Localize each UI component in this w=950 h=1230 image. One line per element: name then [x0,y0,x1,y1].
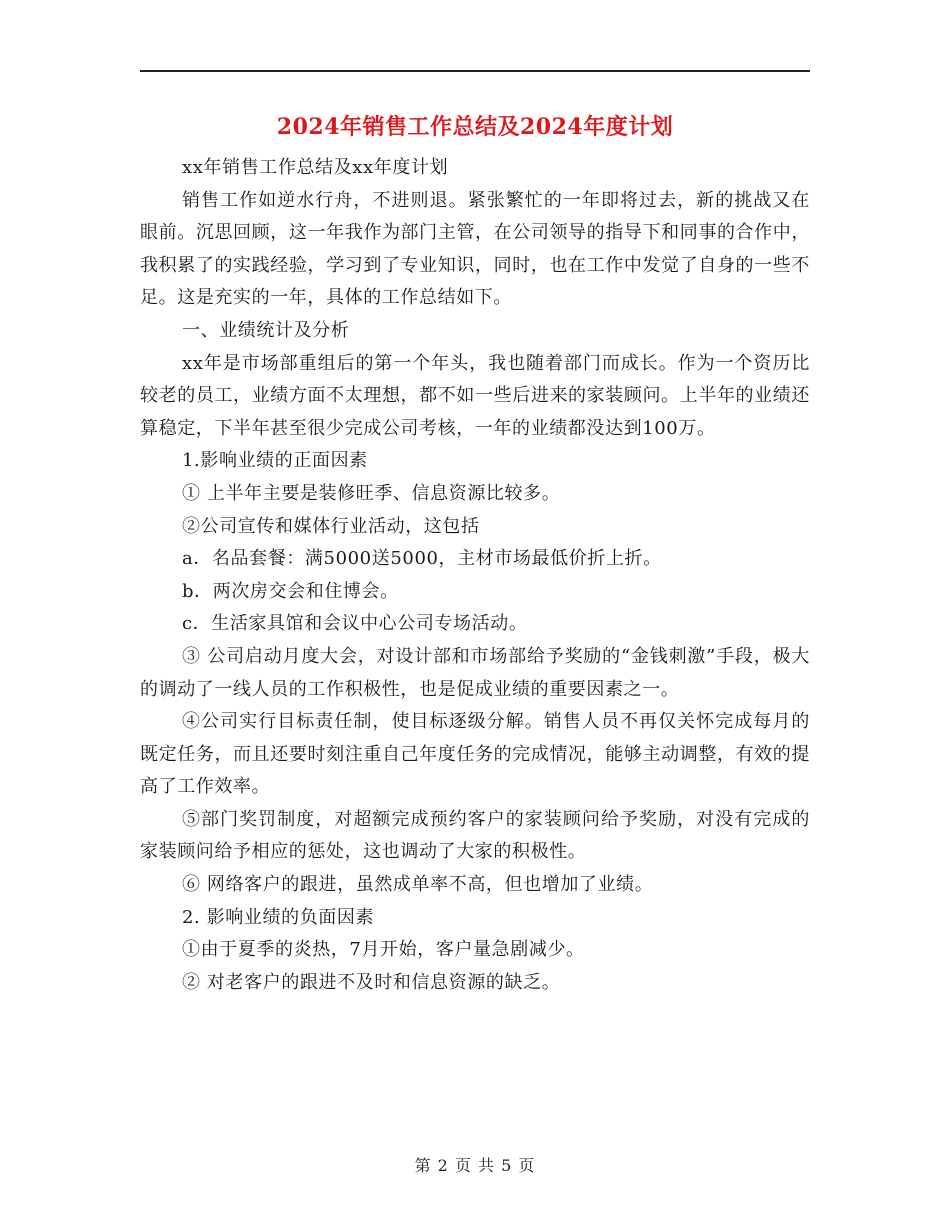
list-item: ⑤部门奖罚制度，对超额完成预约客户的家装顾问给予奖励，对没有完成的家装顾问给予相应的惩处，这也调动了大家的积极性。 [140,808,810,863]
list-item: c．生活家具馆和会议中心公司专场活动。 [182,613,528,635]
subsection-heading: 1.影响业绩的正面因素 [182,450,368,472]
document-title: 2024年销售工作总结及2024年度计划 [276,114,674,140]
document-body [140,152,810,999]
header-rule [140,70,810,72]
list-item: a．名品套餐：满5000送5000，主材市场最低价折上折。 [182,548,662,570]
list-item: ① 上半年主要是装修旺季、信息资源比较多。 [182,482,561,504]
paragraph: xx年是市场部重组后的第一个年头，我也随着部门而成长。作为一个资历比较老的员工，业绩方面不太理想，都不如一些后进来的家装顾问。上半年的业绩还算稳定，下半年甚至很少完成公司考核，一年的业绩都没达到100万。 [140,352,810,439]
list-item: ③ 公司启动月度大会，对设计部和市场部给予奖励的“金钱刺激”手段，极大的调动了一线人员的工作积极性，也是促成业绩的重要因素之一。 [140,645,810,700]
paragraph: xx年销售工作总结及xx年度计划 [182,157,449,178]
list-item: b．两次房交会和住博会。 [182,580,399,602]
list-item: ④公司实行目标责任制，使目标逐级分解。销售人员不再仅关怀完成每月的既定任务，而且还要时刻注重自己年度任务的完成情况，能够主动调整，有效的提高了工作效率。 [140,711,810,798]
subsection-heading: 2. 影响业绩的负面因素 [182,906,375,928]
section-heading: 一、业绩统计及分析 [182,319,350,341]
list-item: ⑥ 网络客户的跟进，虽然成单率不高，但也增加了业绩。 [182,874,654,896]
list-item: ①由于夏季的炎热，7月开始，客户量急剧减少。 [182,939,585,961]
list-item: ②公司宣传和媒体行业活动，这包括 [182,515,480,537]
paragraph: 销售工作如逆水行舟，不进则退。紧张繁忙的一年即将过去，新的挑战又在眼前。沉思回顾，这一年我作为部门主管，在公司领导的指导下和同事的合作中，我积累了的实践经验，学习到了专业知识，同时，也在工作中发觉了自身的一些不足。这是充实的一年，具体的工作总结如下。 [140,189,810,309]
page-number: 第 2 页 共 5 页 [414,1156,536,1175]
list-item: ② 对老客户的跟进不及时和信息资源的缺乏。 [182,971,561,993]
